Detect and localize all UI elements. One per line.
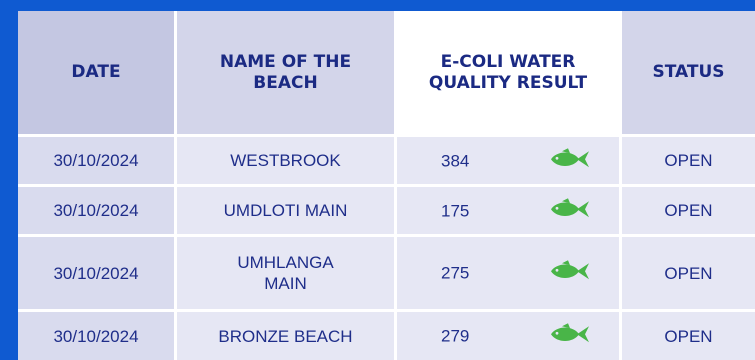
result-column-header-label: E-COLI WATER QUALITY RESULT bbox=[428, 51, 588, 93]
result-value: 275 bbox=[441, 263, 470, 283]
date-cell: 30/10/2024 bbox=[18, 237, 177, 312]
result-value: 384 bbox=[441, 151, 470, 170]
result-value: 175 bbox=[441, 201, 470, 220]
beach-column-header bbox=[177, 11, 397, 137]
table-row bbox=[18, 312, 755, 360]
status-cell: OPEN bbox=[622, 237, 755, 312]
beach-name-cell: BRONZE BEACH bbox=[177, 312, 397, 360]
beach-name-label: UMHLANGA MAIN bbox=[237, 253, 334, 293]
date-cell: 30/10/2024 bbox=[18, 137, 177, 187]
water-quality-table bbox=[18, 11, 755, 360]
beach-name-cell: WESTBROOK bbox=[177, 137, 397, 187]
beach-name-cell bbox=[177, 237, 397, 312]
table-header-row bbox=[18, 11, 755, 137]
table-row bbox=[18, 187, 755, 237]
status-cell: OPEN bbox=[622, 312, 755, 360]
fish-icon bbox=[549, 260, 591, 282]
date-cell: 30/10/2024 bbox=[18, 312, 177, 360]
result-cell bbox=[397, 187, 622, 237]
result-cell bbox=[397, 237, 622, 312]
result-cell bbox=[397, 312, 622, 360]
table-row bbox=[18, 237, 755, 312]
table-row bbox=[18, 137, 755, 187]
result-cell bbox=[397, 137, 622, 187]
status-column-header: STATUS bbox=[622, 11, 755, 137]
fish-icon bbox=[549, 198, 591, 220]
status-cell: OPEN bbox=[622, 137, 755, 187]
fish-icon bbox=[549, 323, 591, 345]
date-cell: 30/10/2024 bbox=[18, 187, 177, 237]
fish-icon bbox=[549, 148, 591, 170]
water-quality-table-container bbox=[18, 11, 755, 346]
beach-name-cell: UMDLOTI MAIN bbox=[177, 187, 397, 237]
result-value: 279 bbox=[441, 326, 470, 346]
status-cell: OPEN bbox=[622, 187, 755, 237]
beach-column-header-label: NAME OF THE BEACH bbox=[219, 51, 352, 93]
result-column-header bbox=[397, 11, 622, 137]
date-column-header: DATE bbox=[18, 11, 177, 137]
